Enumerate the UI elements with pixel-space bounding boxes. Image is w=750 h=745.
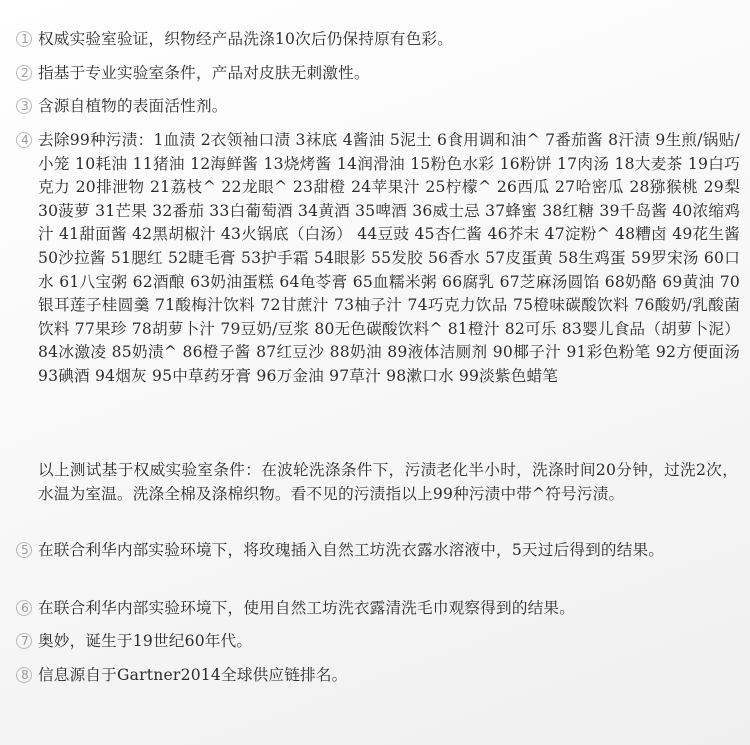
footnote-item-6	[14, 597, 740, 621]
test-conditions-note: 以上测试基于权威实验室条件：在波轮洗涤条件下，污渍老化半小时，洗涤时间20分钟，过洗2次，水温为室温。洗涤全棉及涤棉织物。看不见的污渍指以上99种污渍中带^符号污渍。	[38, 461, 738, 503]
circled-number-5-icon: 5	[14, 540, 36, 562]
footnote-text-3: 含源自植物的表面活性剂。	[38, 97, 228, 115]
circled-number-8-icon: 8	[14, 665, 36, 687]
circled-number-4-icon: 4	[14, 130, 36, 152]
footnote-item-3	[14, 95, 740, 119]
circled-number-7-icon: 7	[14, 631, 36, 653]
footnote-text-4: 去除99种污渍：1血渍 2衣领袖口渍 3袜底 4酱油 5泥土 6食用调和油^ 7番茄酱 8汗渍 9生煎/锅贴/小笼 10耗油 11猪油 12海鲜酱 13烧烤酱 14润滑油 15粉色水彩 16粉饼 17肉汤 18大麦茶 19白巧克力 20排泄物 21荔枝^ 22龙眼^ 23甜橙 24苹果汁 25柠檬^ 26西瓜 27哈密瓜 28猕猴桃 29梨 30菠萝 31芒果 32番茄 33白葡萄酒 34黄酒 35啤酒 36威士忌 37蜂蜜 38红糖 39千岛酱 40浓缩鸡汁 41甜面酱 42黑胡椒汁 43火锅底（白汤） 44豆豉 45杏仁酱 46芥末 47淀粉^ 48糟卤 49花生酱 50沙拉酱 51腮红 52睫毛膏 53护手霜 54眼影 55发胶 56香水 57皮蛋黄 58生鸡蛋 59罗宋汤 60口水 61八宝粥 62酒酿 63奶油蛋糕 64龟苓膏 65血糯米粥 66腐乳 67芝麻汤圆馅 68奶酪 69黄油 70银耳莲子桂圆羹 71酸梅汁饮料 72甘蔗汁 73柚子汁 74巧克力饮品 75橙味碳酸饮料 76酸奶/乳酸菌饮料 77果珍 78胡萝卜汁 79豆奶/豆浆 80无色碳酸饮料^ 81橙汁 82可乐 83婴儿食品（胡萝卜泥） 84冰激凌 85奶渍^ 86橙子酱 87红豆沙 88奶油 89液体洁厕剂 90椰子汁 91彩色粉笔 92方便面汤 93碘酒 94烟灰 95中草药牙膏 96万金油 97草汁 98漱口水 99淡紫色蜡笔	[38, 131, 740, 385]
circled-number-3-icon: 3	[14, 96, 36, 118]
circled-number-6-icon: 6	[14, 598, 36, 620]
footnote-text-1: 权威实验室验证，织物经产品洗涤10次后仍保持原有色彩。	[38, 30, 454, 48]
circled-number-1-icon: 1	[14, 29, 36, 51]
footnote-item-7	[14, 630, 740, 654]
footnote-item-8	[14, 664, 740, 688]
footnote-text-6: 在联合利华内部实验环境下，使用自然工坊洗衣露清洗毛巾观察得到的结果。	[38, 599, 575, 617]
footnote-item-2	[14, 62, 740, 86]
footnote-text-5: 在联合利华内部实验环境下，将玫瑰插入自然工坊洗衣露水溶液中，5天过后得到的结果。	[38, 541, 665, 559]
footnote-item-1	[14, 28, 740, 52]
circled-number-2-icon: 2	[14, 63, 36, 85]
footnote-text-7: 奥妙，诞生于19世纪60年代。	[38, 632, 253, 650]
footnote-item-4	[14, 129, 740, 389]
footnote-text-8: 信息源自于Gartner2014全球供应链排名。	[38, 666, 348, 684]
footnote-item-5	[14, 539, 740, 563]
footnote-text-2: 指基于专业实验室条件，产品对皮肤无刺激性。	[38, 64, 370, 82]
